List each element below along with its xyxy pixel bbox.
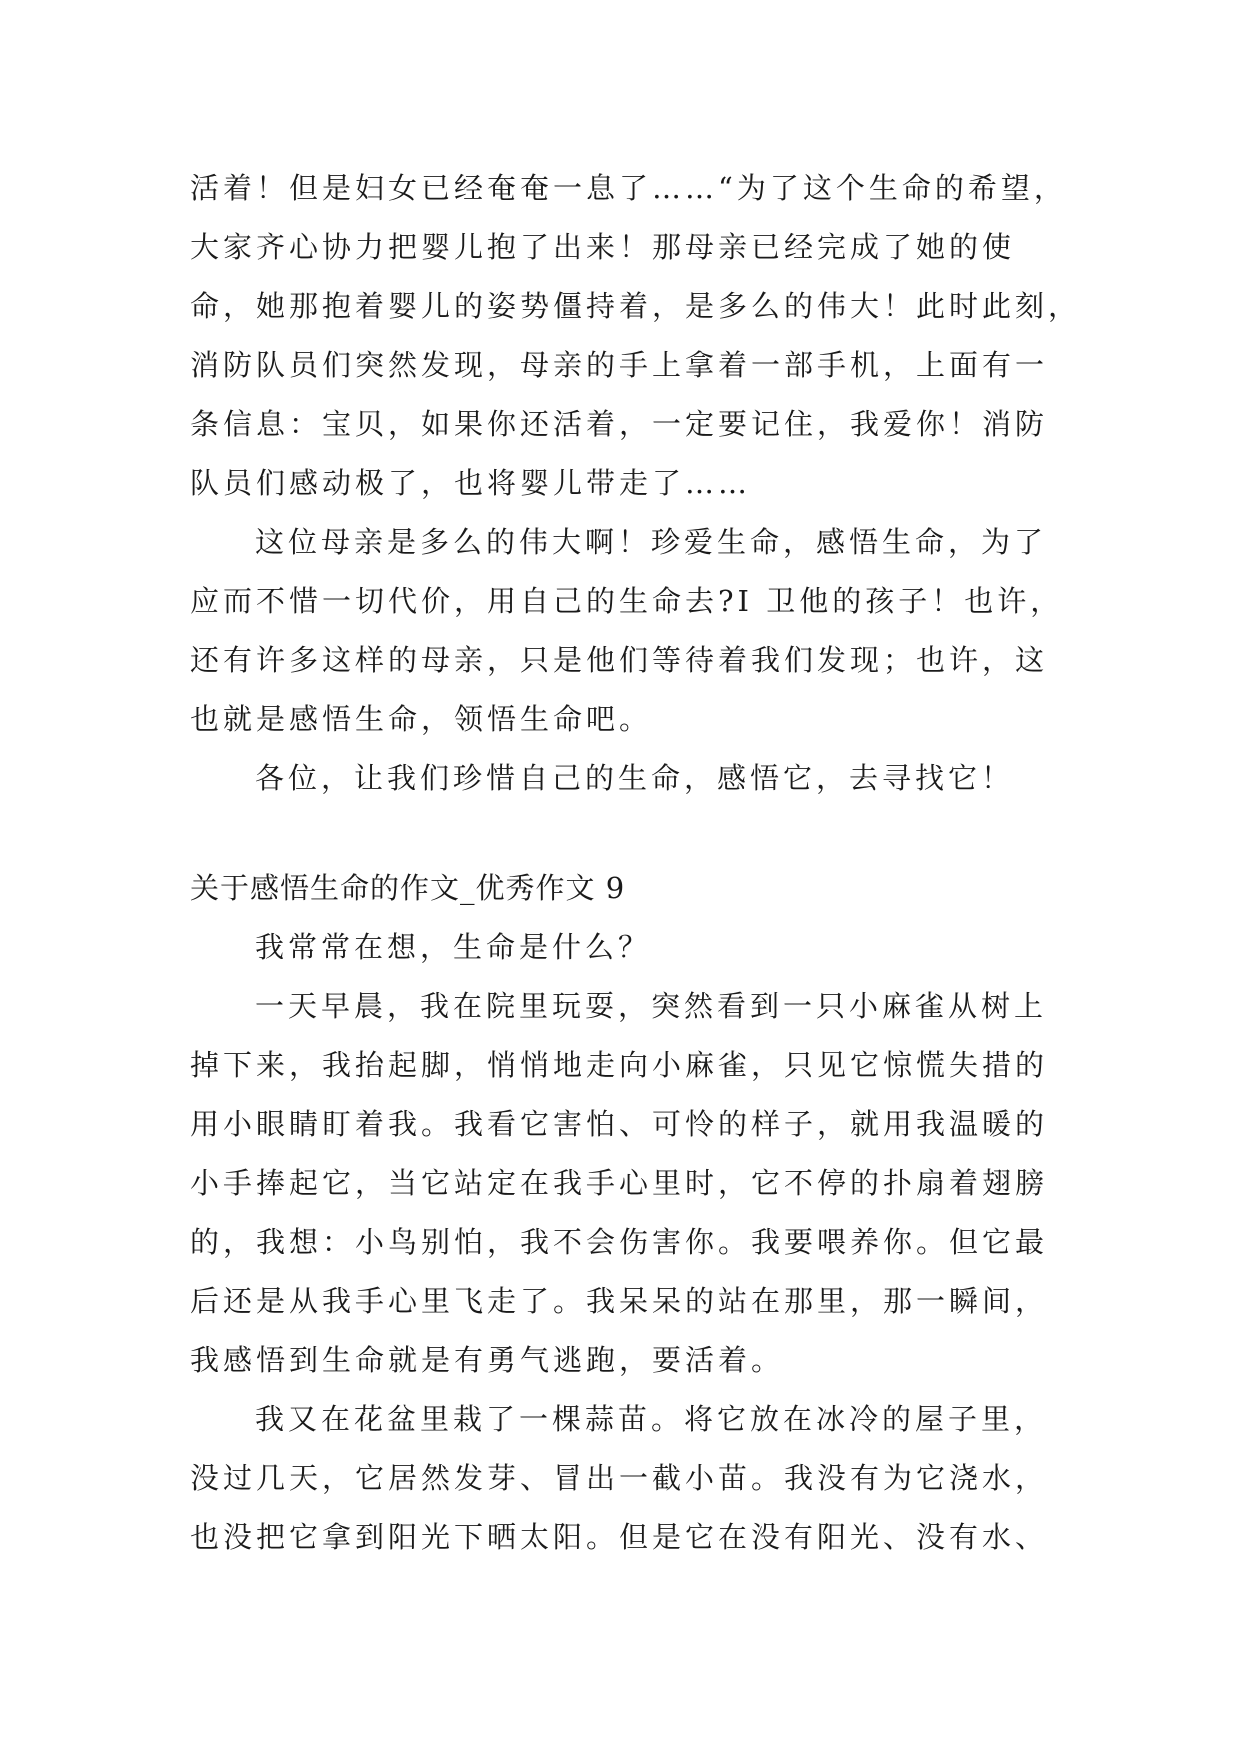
paragraph-line: 掉下来，我抬起脚，悄悄地走向小麻雀，只见它惊慌失措的: [190, 1048, 1049, 1082]
paragraph-line: 没过几天，它居然发芽、冒出一截小苗。我没有为它浇水，: [190, 1461, 1049, 1495]
paragraph-line: 我感悟到生命就是有勇气逃跑，要活着。: [190, 1343, 785, 1377]
paragraph-line: 后还是从我手心里飞走了。我呆呆的站在那里，那一瞬间，: [190, 1284, 1049, 1318]
paragraph-line: 小手捧起它，当它站定在我手心里时，它不停的扑扇着翅膀: [190, 1166, 1049, 1200]
paragraph-line: 用小眼睛盯着我。我看它害怕、可怜的样子，就用我温暖的: [190, 1107, 1049, 1141]
paragraph-line: 这位母亲是多么的伟大啊！珍爱生命，感悟生命，为了: [255, 525, 1048, 559]
paragraph-line: 也没把它拿到阳光下晒太阳。但是它在没有阳光、没有水、: [190, 1520, 1049, 1554]
paragraph-line: 一天早晨，我在院里玩耍，突然看到一只小麻雀从树上: [255, 989, 1048, 1023]
section-title: 关于感悟生命的作文_优秀作文 9: [190, 871, 626, 905]
paragraph-line: 各位，让我们珍惜自己的生命，感悟它，去寻找它！: [255, 761, 1015, 795]
paragraph-line: 我常常在想，生命是什么？: [255, 930, 652, 964]
paragraph-line: 应而不惜一切代价，用自己的生命去?I 卫他的孩子！也许，: [190, 584, 1064, 618]
paragraph-line: 还有许多这样的母亲，只是他们等待着我们发现；也许，这: [190, 643, 1049, 677]
paragraph-line: 条信息：宝贝，如果你还活着，一定要记住，我爱你！消防: [190, 407, 1049, 441]
paragraph-line: 我又在花盆里栽了一棵蒜苗。将它放在冰冷的屋子里，: [255, 1402, 1048, 1436]
paragraph-line: 也就是感悟生命，领悟生命吧。: [190, 702, 653, 736]
paragraph-line: 的，我想：小鸟别怕，我不会伤害你。我要喂养你。但它最: [190, 1225, 1049, 1259]
paragraph-line: 命，她那抱着婴儿的姿势僵持着，是多么的伟大！此时此刻，: [190, 289, 1082, 323]
paragraph-line: 大家齐心协力把婴儿抱了出来！那母亲已经完成了她的使: [190, 230, 1016, 264]
paragraph-line: 队员们感动极了，也将婴儿带走了……: [190, 466, 752, 500]
paragraph-line: 活着！但是妇女已经奄奄一息了……“为了这个生命的希望，: [190, 171, 1067, 205]
paragraph-line: 消防队员们突然发现，母亲的手上拿着一部手机，上面有一: [190, 348, 1049, 382]
